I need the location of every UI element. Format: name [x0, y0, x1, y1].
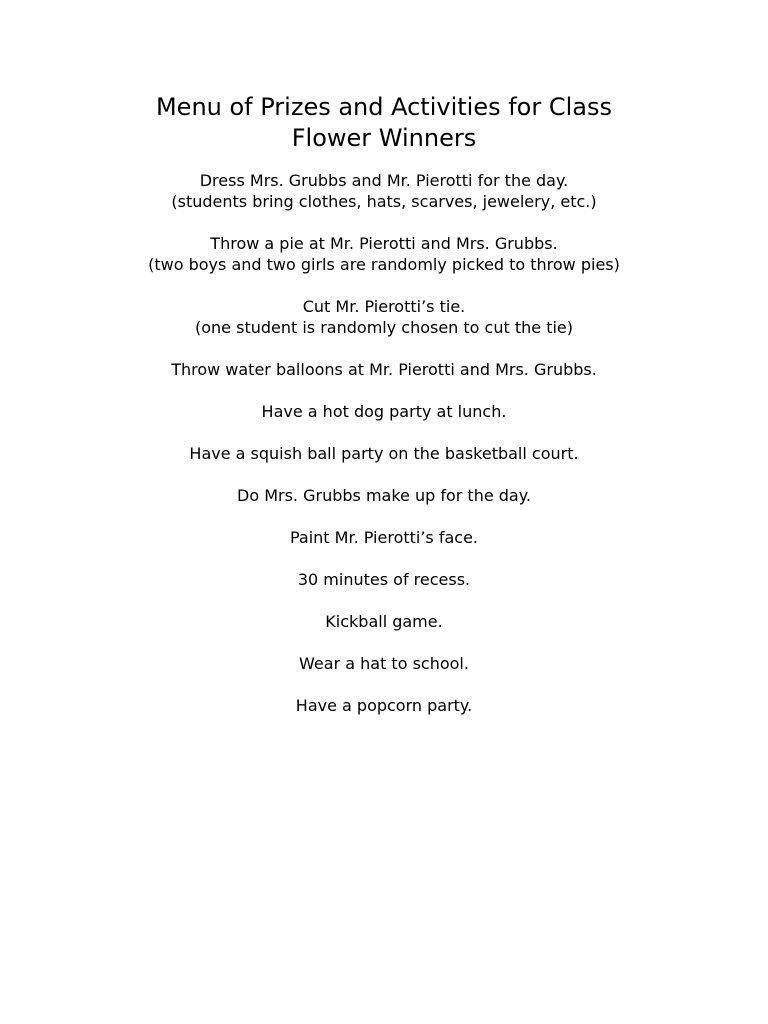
activity-item	[0, 695, 768, 716]
activity-text: Wear a hat to school.	[299, 654, 469, 673]
activity-item	[0, 233, 768, 275]
activity-item	[0, 443, 768, 464]
activity-item	[0, 569, 768, 590]
activity-text: Cut Mr. Pierotti’s tie.	[302, 297, 466, 316]
activity-item	[0, 170, 768, 212]
activity-item	[0, 296, 768, 338]
activity-note: (students bring clothes, hats, scarves, jewelery, etc.)	[171, 192, 597, 211]
activity-text: Kickball game.	[325, 612, 443, 631]
activity-item	[0, 485, 768, 506]
activity-text: 30 minutes of recess.	[297, 570, 471, 589]
activity-item	[0, 401, 768, 422]
activity-text: Have a popcorn party.	[295, 696, 473, 715]
activity-note: (one student is randomly chosen to cut the tie)	[195, 318, 573, 337]
activity-text: Throw a pie at Mr. Pierotti and Mrs. Grubbs.	[210, 234, 558, 253]
activity-item	[0, 611, 768, 632]
activity-text: Do Mrs. Grubbs make up for the day.	[237, 486, 531, 505]
activity-text: Throw water balloons at Mr. Pierotti and Mrs. Grubbs.	[171, 360, 597, 379]
activity-item	[0, 359, 768, 380]
activity-item	[0, 527, 768, 548]
activity-note: (two boys and two girls are randomly picked to throw pies)	[148, 255, 620, 274]
title-line: Menu of Prizes and Activities for Class	[155, 93, 613, 121]
activity-text: Dress Mrs. Grubbs and Mr. Pierotti for the day.	[199, 171, 569, 190]
activity-text: Have a hot dog party at lunch.	[261, 402, 507, 421]
activity-text: Have a squish ball party on the basketball court.	[189, 444, 579, 463]
document-title	[0, 92, 768, 154]
activity-text: Paint Mr. Pierotti’s face.	[289, 528, 479, 547]
activity-item	[0, 653, 768, 674]
title-line: Flower Winners	[291, 124, 477, 152]
activity-list	[0, 170, 768, 716]
